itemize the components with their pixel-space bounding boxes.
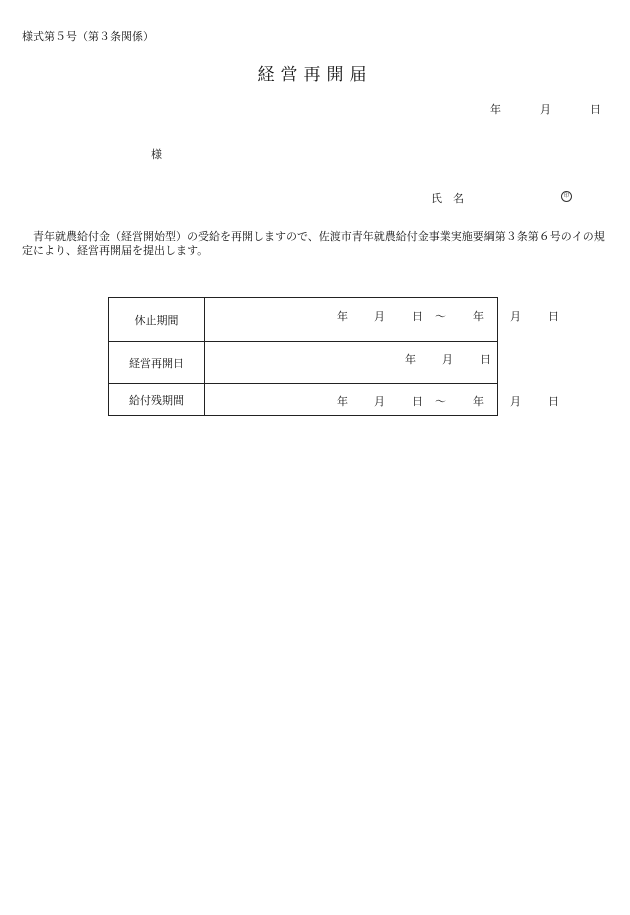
start-year-label: 年 (337, 310, 348, 323)
remain-start-month-label: 月 (374, 395, 385, 408)
suspension-period-field[interactable] (205, 298, 559, 342)
applicant-name-label: 氏 名 (431, 192, 464, 205)
table-row (109, 298, 498, 342)
end-month-label: 月 (510, 310, 521, 323)
table-row (109, 342, 498, 384)
row-label-suspension-period: 休止期間 (109, 298, 205, 342)
end-day-label: 日 (548, 310, 559, 323)
table-row (109, 384, 498, 416)
date-day-label: 日 (590, 103, 601, 116)
remain-end-day-label: 日 (548, 395, 559, 408)
form-number: 様式第５号（第３条関係） (22, 30, 154, 43)
start-month-label: 月 (374, 310, 385, 323)
date-year-label: 年 (490, 103, 501, 116)
resumption-date-field[interactable] (205, 342, 498, 384)
document-title: 経営再開届 (257, 65, 373, 85)
start-day-label: 日 (412, 310, 423, 323)
end-year-label: 年 (473, 310, 484, 323)
range-separator: ～ (435, 395, 446, 408)
form-table (108, 297, 559, 416)
remain-end-year-label: 年 (473, 395, 484, 408)
resume-day-label: 日 (480, 353, 491, 366)
row-label-remaining-period: 給付残期間 (109, 384, 205, 416)
remain-start-day-label: 日 (412, 395, 423, 408)
resume-month-label: 月 (442, 353, 453, 366)
date-month-label: 月 (540, 103, 551, 116)
range-separator: ～ (435, 310, 446, 323)
recipient-honorific: 様 (151, 148, 162, 161)
row-label-resumption-date: 経営再開日 (109, 342, 205, 384)
remaining-period-field[interactable] (205, 384, 559, 416)
remain-end-month-label: 月 (510, 395, 521, 408)
seal-icon: 印 (561, 191, 572, 202)
resume-year-label: 年 (405, 353, 416, 366)
body-statement: 青年就農給付金（経営開始型）の受給を再開しますので、佐渡市青年就農給付金事業実施要綱第３条第６号のイの規定により、経営再開届を提出します。 (22, 230, 605, 257)
remain-start-year-label: 年 (337, 395, 348, 408)
